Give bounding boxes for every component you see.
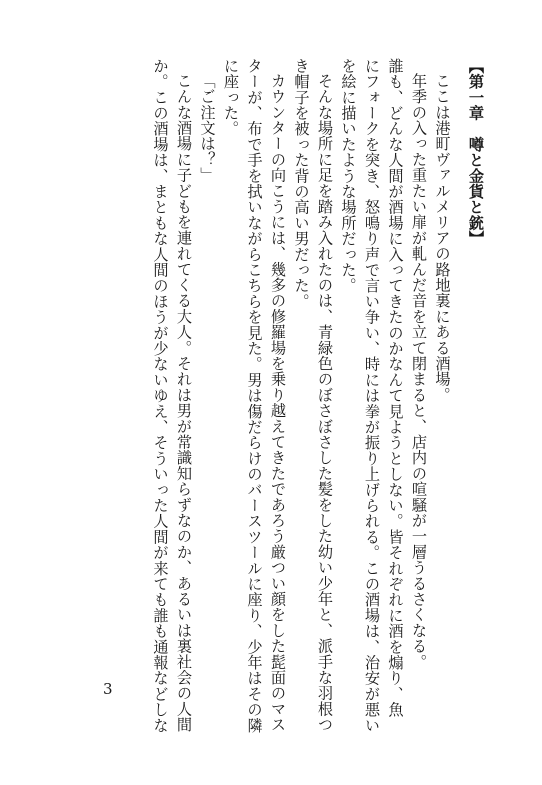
text-line: き帽子を被った背の高い男だった。 [292,58,311,310]
text-line: ターが、布で手を拭いながらこちらを見た。男は傷だらけのバースツールに座り、少年はその隣 [245,58,264,734]
text-line: 年季の入った重たい扉が軋んだ音を立て閉まると、店内の喧騒が一層うるさくなる。 [410,73,428,670]
page-number: 3 [103,680,113,698]
text-line: こんな酒場に子どもを連れてくる大人。それは男が常識知らずなのか、あるいは裏社会の人間 [175,73,193,733]
text-line: ここは港町ヴァルメリアの路地裏にある酒場。 [433,73,452,403]
text-line: 「ご注文は？」 [198,73,217,184]
text-line: に座った。 [222,58,240,137]
text-line: カウンターの向こうには、幾多の修羅場を乗り越えてきたであろう厳つい顔をした髭面のマス [269,73,287,733]
chapter-title: 【第一章 噂と金貨と銃】 [467,58,485,247]
text-line: を絵に描いたような場所だった。 [339,58,358,294]
text-line: 誰も、どんな人間が酒場に入ってきたのかなんて見ようとしない。皆それぞれに酒を煽り、魚 [386,58,405,718]
text-line: か。この酒場は、まともな人間のほうが少ないゆえ、そういった人間が来ても誰も通報などしな [151,58,170,734]
text-line: そんな場所に足を踏み入れたのは、青緑色のぼさぼさした髪をした幼い少年と、派手な羽根つ [316,73,334,733]
vertical-text-body [77,58,487,734]
text-line: にフォークを突き、怒鳴り声で言い争い、時には拳が振り上げられる。この酒場は、治安が悪い [363,58,381,734]
